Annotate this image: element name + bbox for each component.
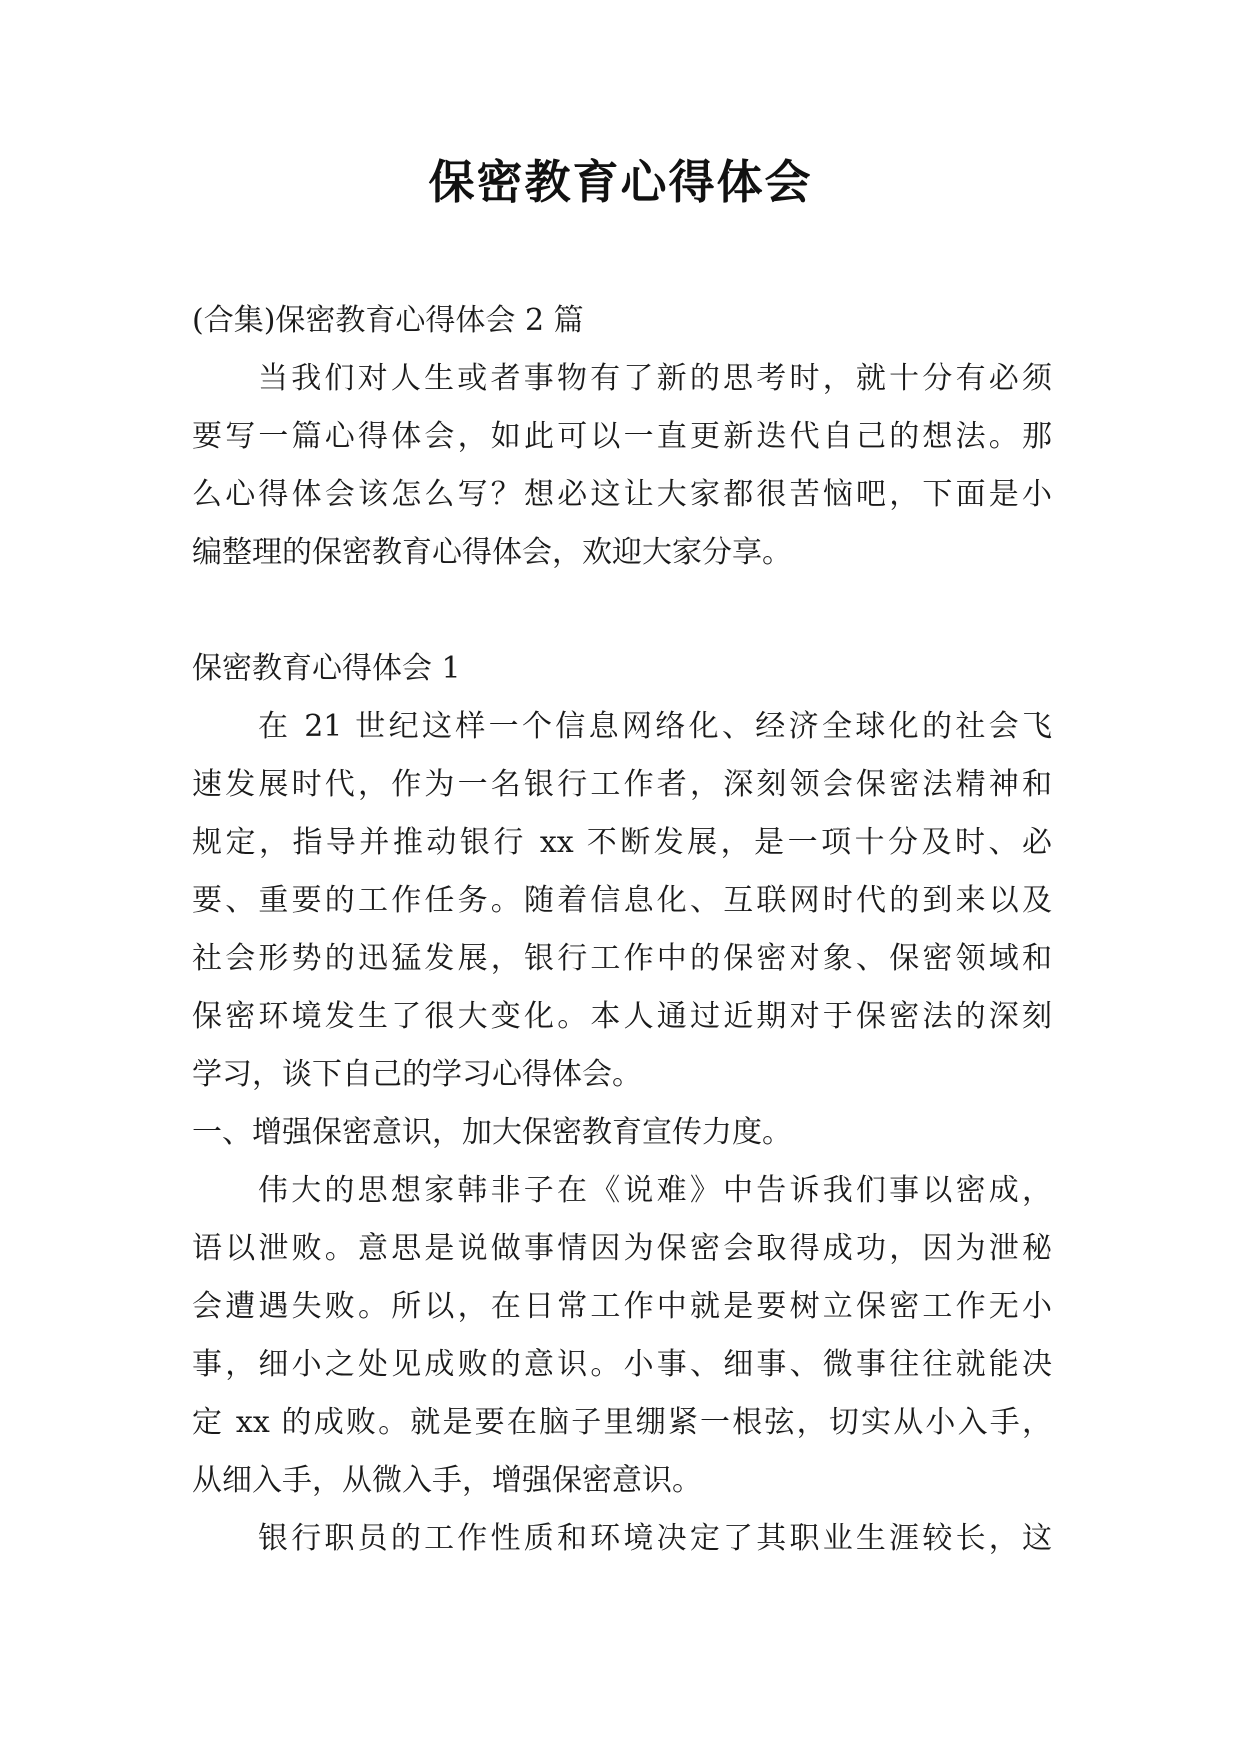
document-subtitle: (合集)保密教育心得体会 2 篇 <box>192 303 584 338</box>
paragraph-line: 事，细小之处见成败的意识。小事、细事、微事往往就能决 <box>192 1347 1052 1382</box>
paragraph-line: 会遭遇失败。所以，在日常工作中就是要树立保密工作无小 <box>192 1289 1052 1324</box>
document-body <box>192 292 1052 1568</box>
paragraph-line: 么心得体会该怎么写？想必这让大家都很苦恼吧，下面是小 <box>192 477 1052 512</box>
paragraph-line: 伟大的思想家韩非子在《说难》中告诉我们事以密成， <box>258 1173 1052 1208</box>
paragraph-line: 要、重要的工作任务。随着信息化、互联网时代的到来以及 <box>192 883 1052 918</box>
paragraph-line: 定 xx 的成败。就是要在脑子里绷紧一根弦，切实从小入手， <box>192 1405 1052 1440</box>
blank-line <box>192 582 1052 640</box>
point1-paragraph-2 <box>192 1510 1052 1568</box>
paragraph-line: 保密环境发生了很大变化。本人通过近期对于保密法的深刻 <box>192 999 1052 1034</box>
paragraph-line: 语以泄败。意思是说做事情因为保密会取得成功，因为泄秘 <box>192 1231 1052 1266</box>
paragraph-line: 要写一篇心得体会，如此可以一直更新迭代自己的想法。那 <box>192 419 1052 454</box>
paragraph-line: 在 21 世纪这样一个信息网络化、经济全球化的社会飞 <box>258 709 1052 744</box>
paragraph-line: 当我们对人生或者事物有了新的思考时，就十分有必须 <box>258 361 1052 396</box>
paragraph-line: 学习，谈下自己的学习心得体会。 <box>192 1057 642 1092</box>
paragraph-line: 速发展时代，作为一名银行工作者，深刻领会保密法精神和 <box>192 767 1052 802</box>
point1-paragraph <box>192 1162 1052 1510</box>
paragraph-line: 从细入手，从微入手，增强保密意识。 <box>192 1463 702 1498</box>
intro-paragraph <box>192 350 1052 582</box>
document-title: 保密教育心得体会 <box>428 155 813 209</box>
paragraph-line: 银行职员的工作性质和环境决定了其职业生涯较长，这 <box>258 1521 1052 1556</box>
paragraph-line: 社会形势的迅猛发展，银行工作中的保密对象、保密领域和 <box>192 941 1052 976</box>
section1-paragraph <box>192 698 1052 1104</box>
paragraph-line: 编整理的保密教育心得体会，欢迎大家分享。 <box>192 535 792 570</box>
section-heading: 保密教育心得体会 1 <box>192 651 461 686</box>
paragraph-line: 规定，指导并推动银行 xx 不断发展，是一项十分及时、必 <box>192 825 1052 860</box>
point-heading: 一、增强保密意识，加大保密教育宣传力度。 <box>192 1115 792 1150</box>
